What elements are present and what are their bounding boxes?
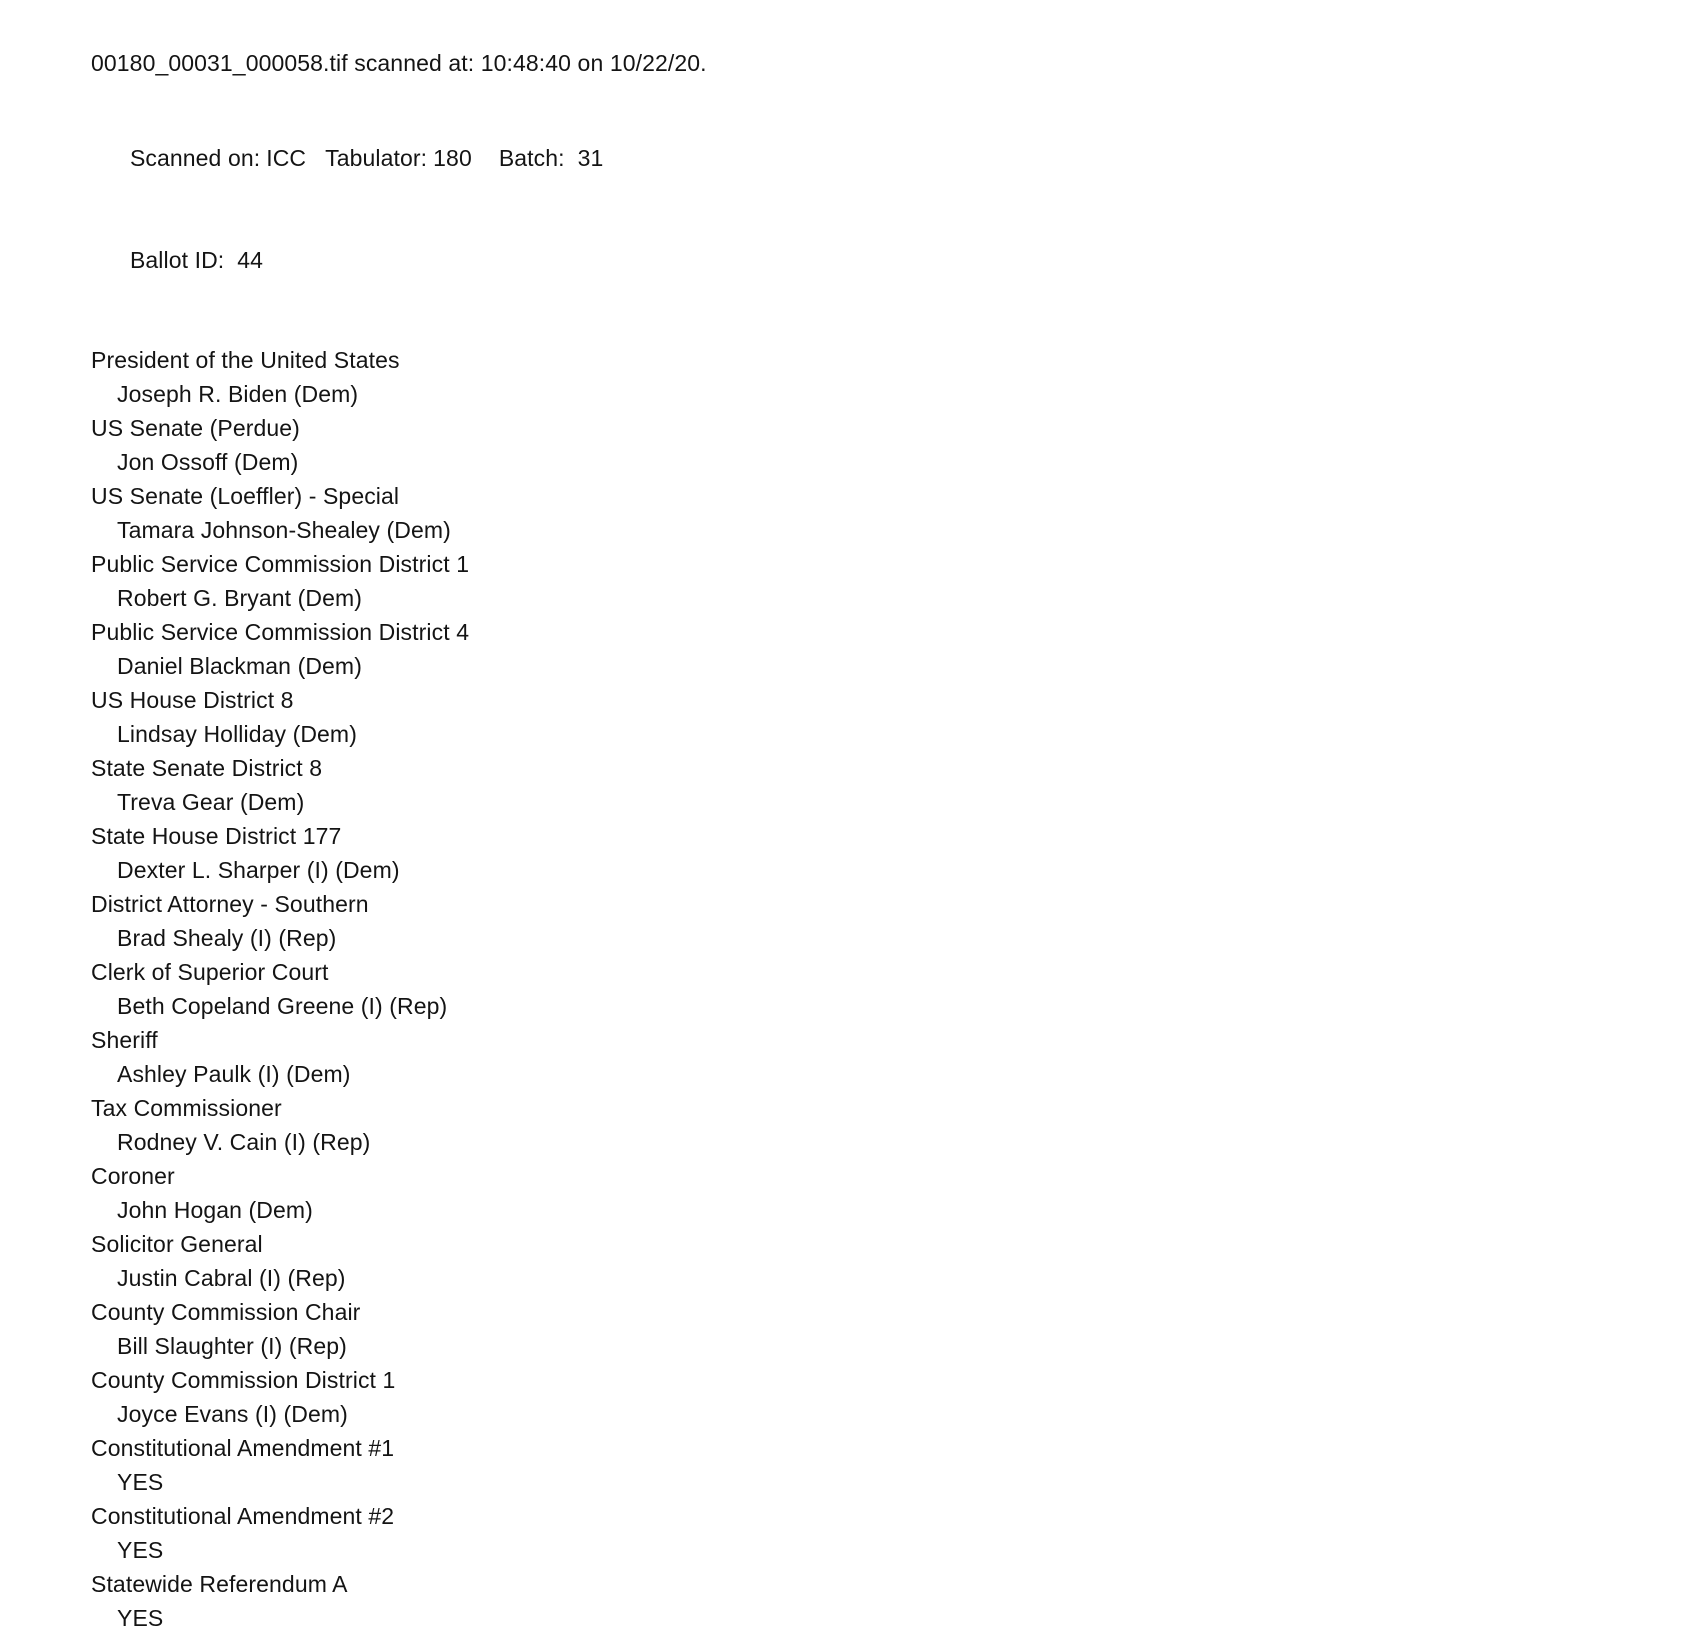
contest-office: Public Service Commission District 4: [91, 619, 470, 645]
contest-entry: [91, 1159, 1667, 1227]
contest-selection: Treva Gear (Dem): [117, 789, 305, 815]
ballot-id-line: [91, 209, 1667, 311]
contest-selection: Beth Copeland Greene (I) (Rep): [117, 993, 448, 1019]
ballot-id-value: 44: [237, 247, 264, 273]
contest-office: Constitutional Amendment #2: [91, 1503, 395, 1529]
contest-office: County Commission District 1: [91, 1367, 396, 1393]
contest-entry: [91, 411, 1667, 479]
contest-entry: [91, 1567, 1667, 1635]
contest-entry: [91, 1431, 1667, 1499]
contest-selection: Daniel Blackman (Dem): [117, 653, 362, 679]
contest-office: Clerk of Superior Court: [91, 959, 329, 985]
tabulator-label: Tabulator:: [325, 145, 428, 171]
contest-selection: YES: [117, 1605, 164, 1631]
contest-office: US Senate (Perdue): [91, 415, 300, 441]
scan-info-block: [91, 107, 1667, 311]
contest-selection: Ashley Paulk (I) (Dem): [117, 1061, 351, 1087]
contest-selection: Rodney V. Cain (I) (Rep): [117, 1129, 371, 1155]
scan-filename-line: 00180_00031_000058.tif scanned at: 10:48:40 on 10/22/20.: [91, 50, 707, 76]
contest-office: Sheriff: [91, 1027, 158, 1053]
contest-entry: [91, 479, 1667, 547]
contest-entry: [91, 1499, 1667, 1567]
contest-selection: Lindsay Holliday (Dem): [117, 721, 357, 747]
contest-entry: [91, 615, 1667, 683]
batch-label: Batch:: [498, 145, 565, 171]
contest-entry: [91, 1363, 1667, 1431]
contest-entry: [91, 751, 1667, 819]
contest-selection: Bill Slaughter (I) (Rep): [117, 1333, 347, 1359]
contest-office: US Senate (Loeffler) - Special: [91, 483, 400, 509]
contest-entry: [91, 1091, 1667, 1159]
ballot-id-label: Ballot ID:: [129, 247, 225, 273]
contest-entry: [91, 1023, 1667, 1091]
contest-office: Coroner: [91, 1163, 175, 1189]
contest-selection: YES: [117, 1469, 164, 1495]
contest-office: State House District 177: [91, 823, 342, 849]
contest-list: [91, 343, 1667, 1635]
contest-office: President of the United States: [91, 347, 400, 373]
contest-office: State Senate District 8: [91, 755, 323, 781]
contest-entry: [91, 887, 1667, 955]
contest-entry: [91, 343, 1667, 411]
contest-office: US House District 8: [91, 687, 294, 713]
contest-selection: YES: [117, 1537, 164, 1563]
contest-entry: [91, 1295, 1667, 1363]
contest-office: Statewide Referendum A: [91, 1571, 348, 1597]
contest-office: Tax Commissioner: [91, 1095, 282, 1121]
batch-value: 31: [577, 145, 604, 171]
scanned-on-label: Scanned on:: [129, 145, 261, 171]
contest-selection: Brad Shealy (I) (Rep): [117, 925, 337, 951]
contest-office: Constitutional Amendment #1: [91, 1435, 395, 1461]
contest-selection: John Hogan (Dem): [117, 1197, 313, 1223]
contest-entry: [91, 1227, 1667, 1295]
contest-office: County Commission Chair: [91, 1299, 361, 1325]
tabulator-value: 180: [433, 145, 472, 171]
contest-selection: Robert G. Bryant (Dem): [117, 585, 363, 611]
contest-selection: Dexter L. Sharper (I) (Dem): [117, 857, 400, 883]
scanner-info-line: [91, 107, 1667, 209]
contest-entry: [91, 683, 1667, 751]
contest-entry: [91, 955, 1667, 1023]
contest-office: Public Service Commission District 1: [91, 551, 470, 577]
contest-selection: Joyce Evans (I) (Dem): [117, 1401, 348, 1427]
contest-entry: [91, 819, 1667, 887]
contest-selection: Joseph R. Biden (Dem): [117, 381, 359, 407]
contest-selection: Jon Ossoff (Dem): [117, 449, 299, 475]
contest-selection: Tamara Johnson-Shealey (Dem): [117, 517, 451, 543]
contest-office: District Attorney - Southern: [91, 891, 369, 917]
contest-entry: [91, 547, 1667, 615]
contest-selection: Justin Cabral (I) (Rep): [117, 1265, 346, 1291]
scanned-on-value: ICC: [266, 145, 307, 171]
contest-office: Solicitor General: [91, 1231, 263, 1257]
